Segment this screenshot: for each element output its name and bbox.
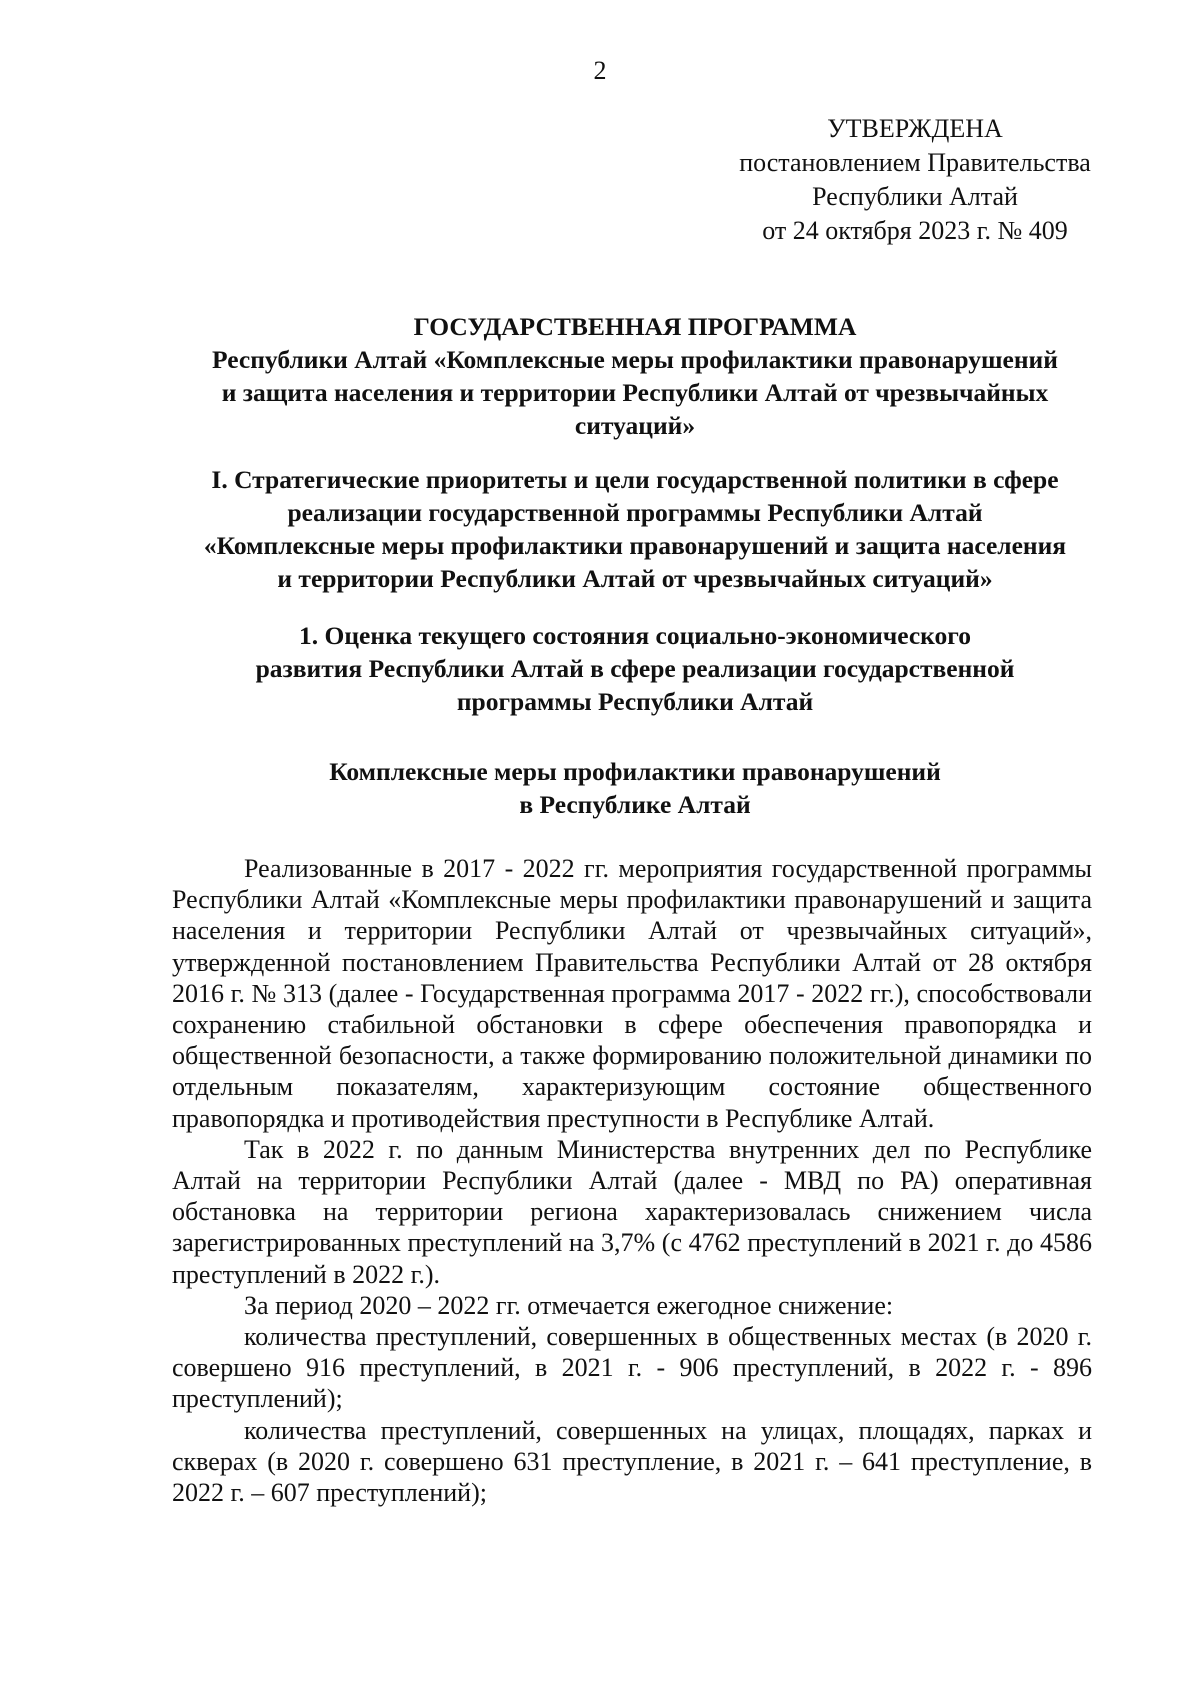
approval-line: постановлением Правительства [739,148,1091,177]
section-title [170,463,1100,595]
paragraph: Так в 2022 г. по данным Министерства внутренних дел по Республике Алтай на территории Республики Алтай (далее - МВД по РА) оперативная обстановка на территории региона характеризовалась снижением числа зарегистрированных преступлений на 3,7% (с 4762 преступлений в 2021 г. до 4586 преступлений в 2022 г.). [172,1134,1092,1289]
program-title-line: Республики Алтай «Комплексные меры профилактики правонарушений [212,345,1058,374]
section-title-line: реализации государственной программы Республики Алтай [287,498,983,527]
approval-date-number: от 24 октября 2023 г. № 409 [762,216,1068,245]
section-title-line: «Комплексные меры профилактики правонарушений и защита населения [203,531,1067,560]
body-text [172,853,1092,1508]
subsection-title-line: 1. Оценка текущего состояния социально-экономического [299,621,971,650]
subsection-title-line: развития Республики Алтай в сфере реализации государственной [255,654,1015,683]
paragraph: количества преступлений, совершенных на улицах, площадях, парках и скверах (в 2020 г. совершено 631 преступление, в 2021 г. – 641 преступление, в 2022 г. – 607 преступлений); [172,1415,1092,1508]
subsection-title-line: программы Республики Алтай [456,687,814,716]
program-title-line: ГОСУДАРСТВЕННАЯ ПРОГРАММА [413,312,857,341]
program-title [170,310,1100,442]
approval-line: Республики Алтай [812,182,1018,211]
approval-heading: УТВЕРЖДЕНА [827,114,1003,143]
section-title-line: I. Стратегические приоритеты и цели государственной политики в сфере [211,465,1059,494]
topic-title-line: Комплексные меры профилактики правонарушений [329,757,941,786]
program-title-line: ситуаций» [574,411,696,440]
program-title-line: и защита населения и территории Республики Алтай от чрезвычайных [221,378,1049,407]
paragraph: Реализованные в 2017 - 2022 гг. мероприятия государственной программы Республики Алтай «Комплексные меры профилактики правонарушений и защита населения и территории Республики Алтай от чрезвычайных ситуаций», утвержденной постановлением Правительства Республики Алтай от 28 октября 2016 г. № 313 (далее - Государственная программа 2017 - 2022 гг.), способствовали сохранению стабильной обстановки в сфере обеспечения правопорядка и общественной безопасности, а также формированию положительной динамики по отдельным показателям, характеризующим состояние общественного правопорядка и противодействия преступности в Республике Алтай. [172,854,1092,1133]
paragraph: За период 2020 – 2022 гг. отмечается ежегодное снижение: [244,1290,894,1320]
section-title-line: и территории Республики Алтай от чрезвычайных ситуаций» [277,564,993,593]
approval-stamp-block [720,112,1110,248]
page-number: 2 [593,56,607,85]
topic-title-line: в Республике Алтай [519,790,751,819]
subsection-title [170,619,1100,718]
topic-title [170,755,1100,821]
paragraph: количества преступлений, совершенных в общественных местах (в 2020 г. совершено 916 преступлений, в 2021 г. - 906 преступлений, в 2022 г. - 896 преступлений); [172,1322,1092,1414]
